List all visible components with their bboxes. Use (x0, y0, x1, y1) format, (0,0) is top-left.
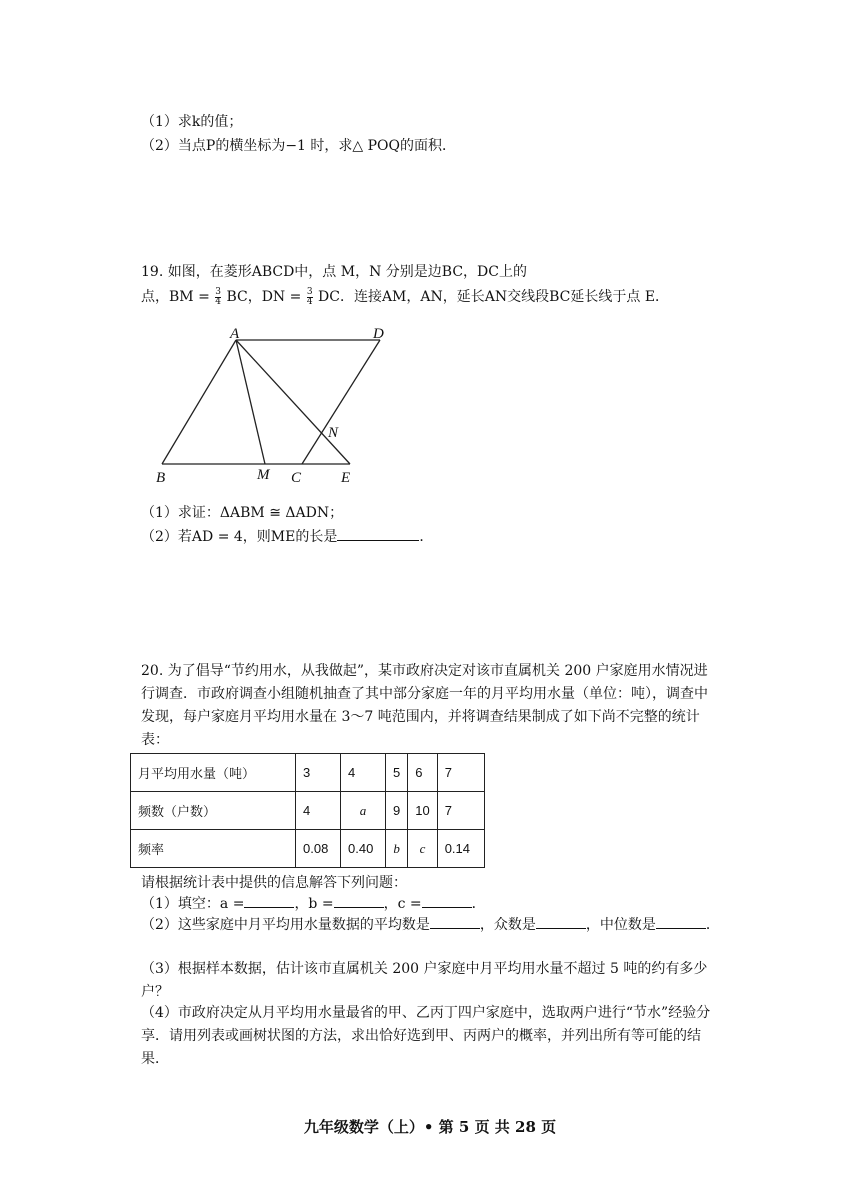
table-cell: a (341, 792, 386, 830)
table-cell: 月平均用水量（吨） (131, 754, 296, 792)
answer-blank-median (656, 914, 706, 929)
table-cell: 3 (296, 754, 341, 792)
table-cell: 9 (386, 792, 408, 830)
q19-part1: （1）求证：ΔABM ≅ ΔADN； (141, 505, 344, 521)
q20-part3: （3）根据样本数据，估计该市直属机关 200 户家庭中月平均用水量不超过 5 吨的约有多少户？ (141, 961, 708, 1000)
table-cell: 0.08 (296, 830, 341, 868)
table-row (131, 830, 485, 868)
q20-after-table: 请根据统计表中提供的信息解答下列问题： (141, 875, 407, 891)
table-cell: 10 (408, 792, 437, 830)
label-D: D (373, 326, 384, 342)
q20-p1-d: ． (471, 896, 486, 912)
q18-part2: （2）当点P的横坐标为−1 时，求△ POQ的面积． (141, 138, 457, 154)
q20-p1-c: ，c = (383, 896, 422, 912)
fraction-three-quarters-2: $\frac{3}{4}$ (306, 286, 313, 307)
table-cell: 频率 (131, 830, 296, 868)
q19-intro-line2 (141, 287, 669, 307)
q20-p2-d: ． (705, 917, 720, 933)
q19-part2-end: ． (419, 529, 434, 545)
label-E: E (341, 470, 351, 486)
table-cell: 7 (437, 792, 484, 830)
table-row (131, 792, 485, 830)
label-B: B (156, 470, 166, 486)
table-cell: 0.40 (341, 830, 386, 868)
q20-intro: 20. 为了倡导“节约用水，从我做起”，某市政府决定对该市直属机关 200 户家庭用水情况进行调查．市政府调查小组随机抽查了其中部分家庭一年的月平均用水量（单位：吨），调查中发现，每户家庭月平均用水量在 3～7 吨范围内，并将调查结果制成了如下尚不完整的统计表： (141, 663, 708, 748)
fraction-three-quarters-1: $\frac{3}{4}$ (215, 286, 221, 307)
label-C: C (291, 470, 302, 486)
q20-p2-a: （2）这些家庭中月平均用水量数据的平均数是 (141, 917, 430, 933)
answer-blank-c (422, 893, 472, 908)
table-cell: b (386, 830, 408, 868)
answer-blank-a (244, 893, 294, 908)
table-row (131, 754, 485, 792)
label-A: A (230, 326, 240, 342)
q20-part2 (141, 914, 721, 937)
table-cell: 6 (408, 754, 437, 792)
q19-part2 (141, 526, 433, 547)
label-M: M (257, 467, 270, 483)
q19-intro2-c: DC．连接AM，AN，延长AN交线段BC延长线于点 E． (318, 289, 670, 305)
answer-blank-me (337, 526, 419, 541)
answer-blank-b (334, 893, 384, 908)
q20-p1-b: ，b = (294, 896, 334, 912)
q18-part1: （1）求k的值； (141, 114, 243, 130)
rhombus-figure (150, 320, 384, 490)
q19-intro2-a: 点，BM = (141, 289, 210, 305)
table-cell: 5 (386, 754, 408, 792)
answer-blank-mean (430, 914, 480, 929)
q20-part1 (141, 893, 486, 914)
answer-blank-mode (536, 914, 586, 929)
water-usage-table (130, 753, 485, 868)
label-N: N (328, 425, 339, 441)
table-cell: c (408, 830, 437, 868)
q19-part2-text: （2）若AD = 4，则ME的长是 (141, 529, 338, 545)
page-footer: 九年级数学（上）• 第 5 页 共 28 页 (303, 1118, 557, 1136)
q19-intro2-b: BC，DN = (226, 289, 302, 305)
q20-p1-a: （1）填空：a = (141, 896, 245, 912)
q19-intro-line1: 19. 如图，在菱形ABCD中，点 M，N 分别是边BC，DC上的 (141, 264, 527, 280)
table-cell: 4 (341, 754, 386, 792)
table-cell: 0.14 (437, 830, 484, 868)
table-cell: 频数（户数） (131, 792, 296, 830)
q20-p2-b: ，众数是 (479, 917, 536, 933)
table-cell: 7 (437, 754, 484, 792)
q20-p2-c: ，中位数是 (585, 917, 656, 933)
q20-part4: （4）市政府决定从月平均用水量最省的甲、乙丙丁四户家庭中，选取两户进行“节水”经验分享．请用列表或画树状图的方法，求出恰好选到甲、丙两户的概率，并列出所有等可能的结果． (141, 1005, 711, 1067)
table-cell: 4 (296, 792, 341, 830)
